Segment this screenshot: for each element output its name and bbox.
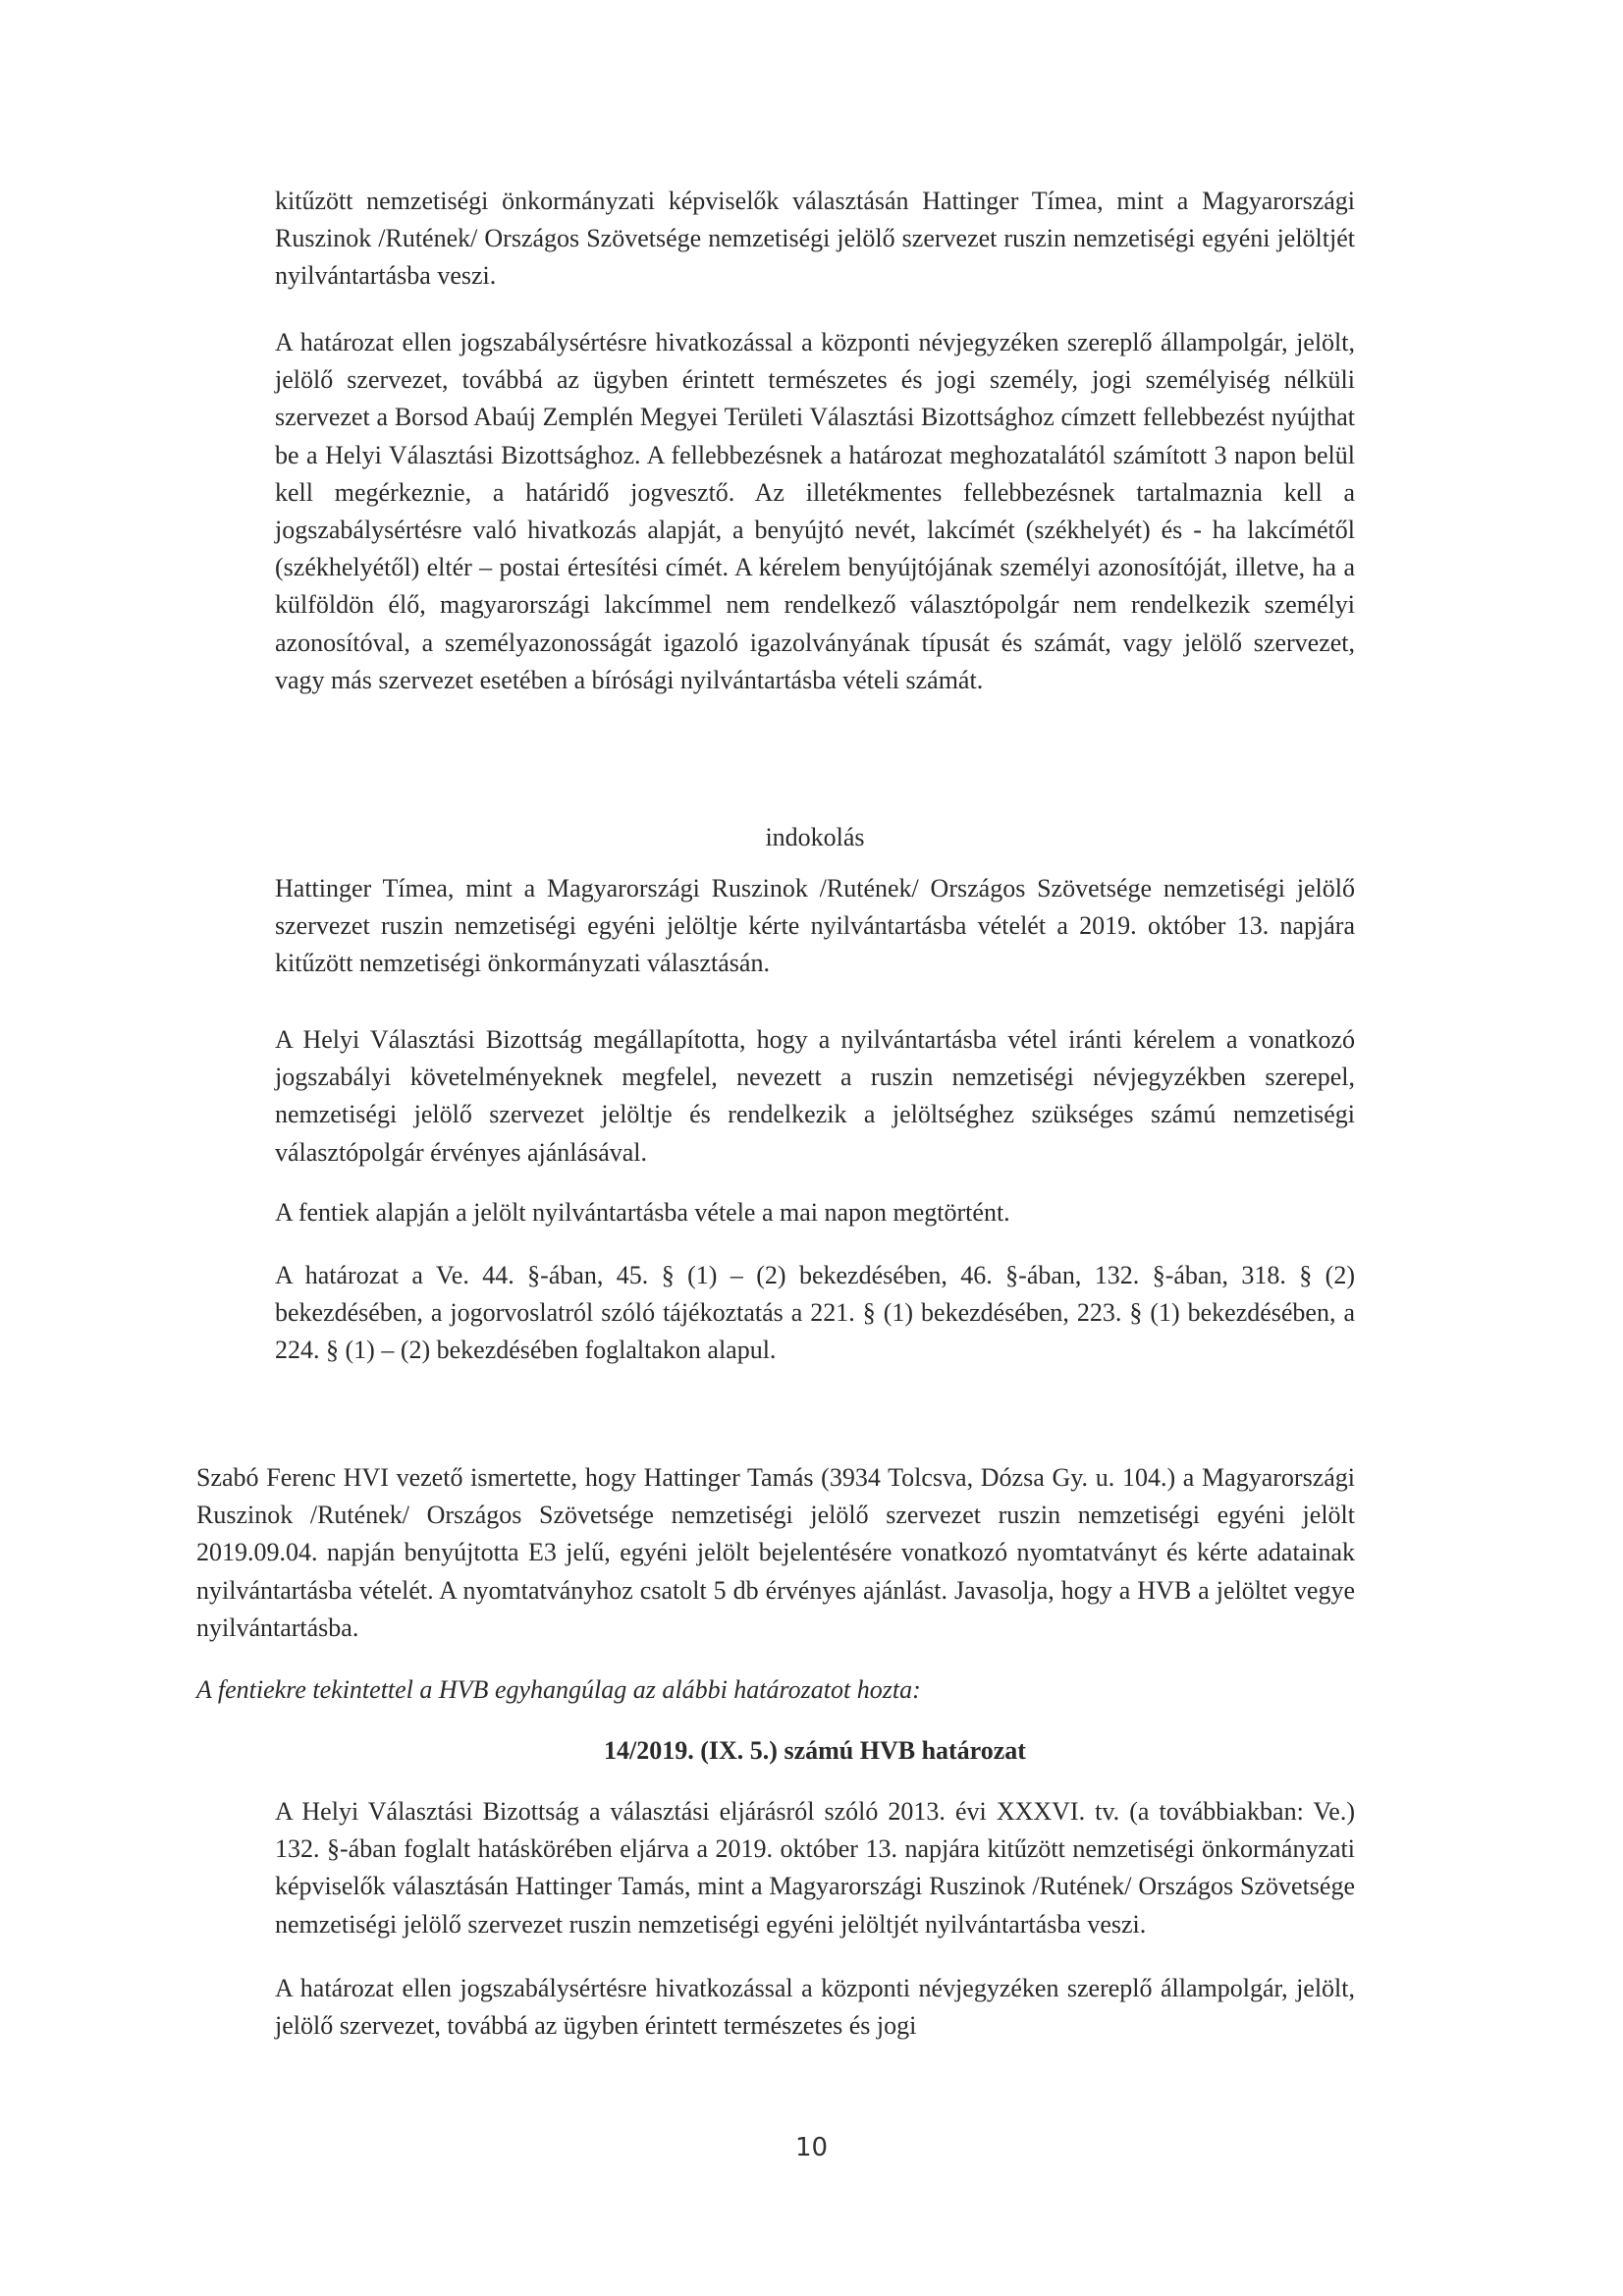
heading-resolution-number: 14/2019. (IX. 5.) számú HVB határozat — [604, 1736, 1026, 1765]
paragraph-registration-done: A fentiek alapján a jelölt nyilvántartásba vétele a mai napon megtörtént. — [275, 1198, 1010, 1227]
page-number: 10 — [794, 2133, 829, 2162]
paragraph-justification-request: Hattinger Tímea, mint a Magyarországi Ruszinok /Rutének/ Országos Szövetsége nemzetiségi jelölő szervezet ruszin nemzetiségi egyéni jelöltje kérte nyilvántartásba vételét a 2019. október 13. napjára kitűzött nemzetiségi önkormányzati választásán. — [275, 874, 1355, 978]
heading-indokolas: indokolás — [765, 823, 865, 851]
paragraph-resolution-body: A Helyi Választási Bizottság a választási eljárásról szóló 2013. évi XXXVI. tv. (a továbbiakban: Ve.) 132. §-ában foglalt hatáskörében eljárva a 2019. október 13. napjára kitűzött nemzetiségi önkormányzati képviselők választásán Hattinger Tamás, mint a Magyarországi Ruszinok /Rutének/ Országos Szövetsége nemzetiségi jelölő szervezet ruszin nemzetiségi egyéni jelöltjét nyilvántartásba veszi. — [275, 1797, 1355, 1939]
paragraph-appeal-information-continued: A határozat ellen jogszabálysértésre hivatkozással a központi névjegyzéken szereplő állampolgár, jelölt, jelölő szervezet, továbbá az ügyben érintett természetes és jogi — [275, 1974, 1355, 2041]
paragraph-registration-decision-end: kitűzött nemzetiségi önkormányzati képviselők választásán Hattinger Tímea, mint a Magyarországi Ruszinok /Rutének/ Országos Szövetsége nemzetiségi jelölő szervezet ruszin nemzetiségi egyéni jelöltjét nyilvántartásba veszi. — [275, 187, 1355, 291]
paragraph-hvi-report: Szabó Ferenc HVI vezető ismertette, hogy Hattinger Tamás (3934 Tolcsva, Dózsa Gy. u. 104.) a Magyarországi Ruszinok /Rutének/ Országos Szövetsége nemzetiségi jelölő szervezet ruszin nemzetiségi egyéni jelölt 2019.09.04. napján benyújtotta E3 jelű, egyéni jelölt bejelentésére vonatkozó nyomtatványt és kérte adatainak nyilvántartásba vételét. A nyomtatványhoz csatolt 5 db érvényes ajánlást. Javasolja, hogy a HVB a jelöltet vegye nyilvántartásba. — [196, 1463, 1355, 1642]
paragraph-appeal-information: A határozat ellen jogszabálysértésre hivatkozással a központi névjegyzéken szereplő állampolgár, jelölt, jelölő szervezet, továbbá az ügyben érintett természetes és jogi személy, jogi személyiség nélküli szervezet a Borsod Abaúj Zemplén Megyei Területi Választási Bizottsághoz címzett fellebbezést nyújthat be a Helyi Választási Bizottsághoz. A fellebbezésnek a határozat meghozatalától számított 3 napon belül kell megérkeznie, a határidő jogvesztő. Az illetékmentes fellebbezésnek tartalmaznia kell a jogszabálysértésre való hivatkozás alapját, a benyújtó nevét, lakcímét (székhelyét) és - ha lakcímétől (székhelyétől) eltér – postai értesítési címét. A kérelem benyújtójának személyi azonosítóját, illetve, ha a külföldön élő, magyarországi lakcímmel nem rendelkező választópolgár nem rendelkezik személyi azonosítóval, a személyazonosságát igazoló igazolványának típusát és számát, vagy jelölő szervezet, vagy más szervezet esetében a bírósági nyilvántartásba vételi számát. — [275, 328, 1355, 694]
paragraph-unanimous-decision: A fentiekre tekintettel a HVB egyhangúlag az alábbi határozatot hozta: — [196, 1675, 921, 1704]
paragraph-committee-finding: A Helyi Választási Bizottság megállapította, hogy a nyilvántartásba vétel iránti kérelem a vonatkozó jogszabályi követelményeknek megfelel, nevezett a ruszin nemzetiségi névjegyzékben szerepel, nemzetiségi jelölő szervezet jelöltje és rendelkezik a jelöltséghez szükséges számú nemzetiségi választópolgár érvényes ajánlásával. — [275, 1025, 1355, 1167]
paragraph-legal-basis: A határozat a Ve. 44. §-ában, 45. § (1) – (2) bekezdésében, 46. §-ában, 132. §-ában, 318. § (2) bekezdésében, a jogorvoslatról szóló tájékoztatás a 221. § (1) bekezdésében, 223. § (1) bekezdésében, a 224. § (1) – (2) bekezdésében foglaltakon alapul. — [275, 1261, 1355, 1365]
